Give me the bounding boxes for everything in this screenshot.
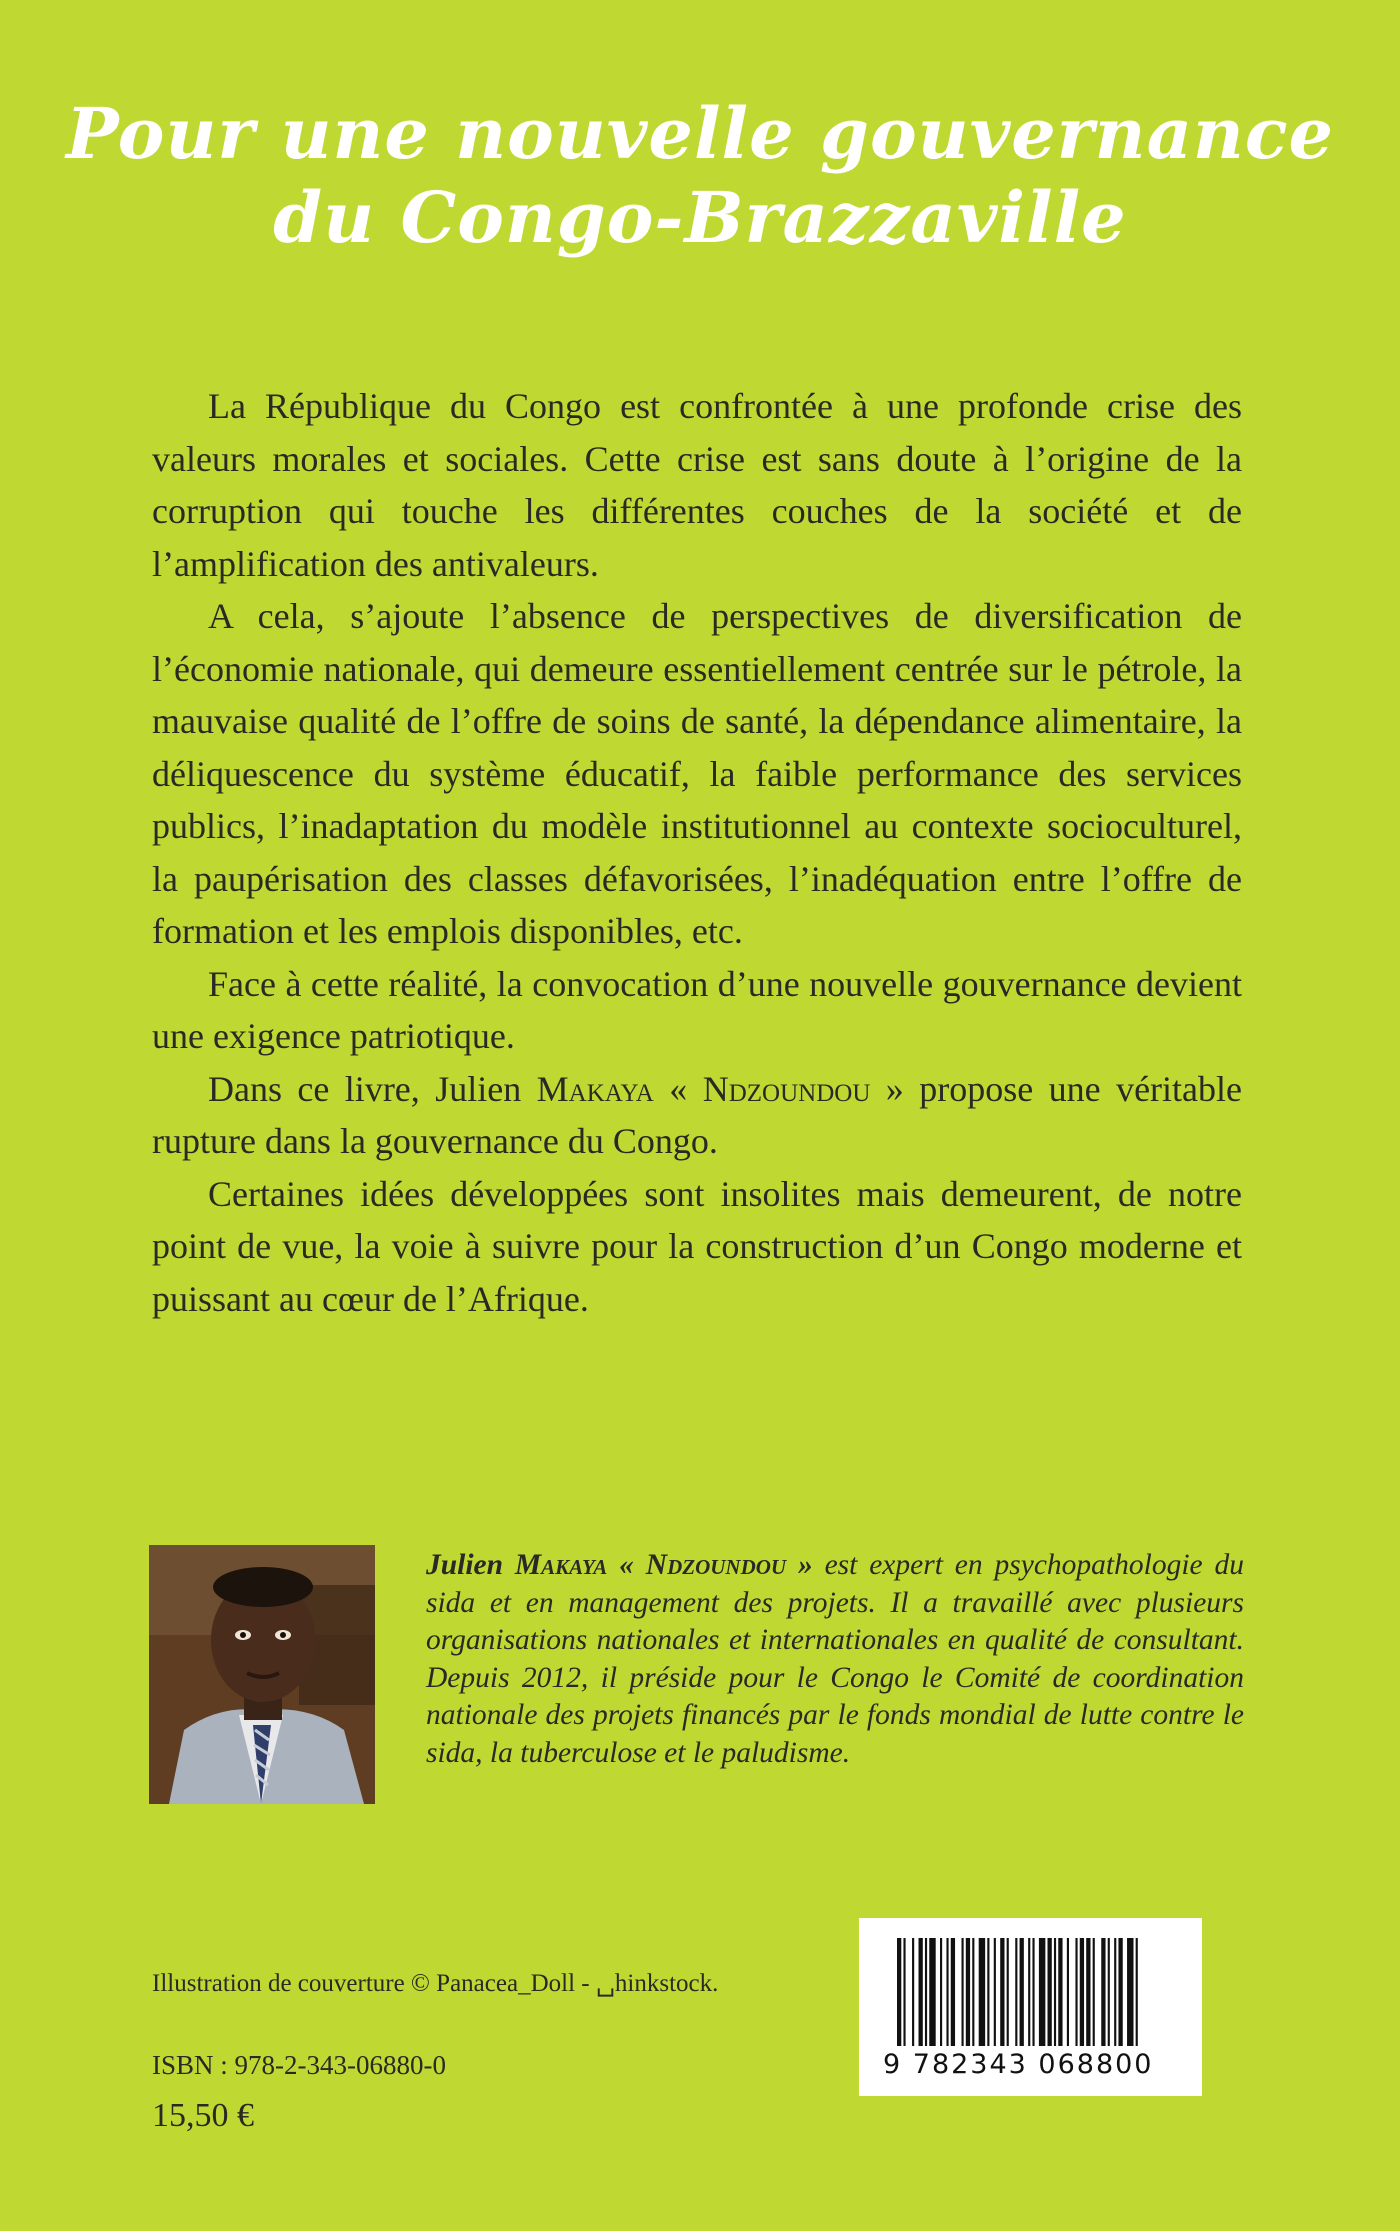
- bio-text: est expert en psychopathologie du sida et en management des projets. Il a travaillé avec plusieurs organisations nationales et internationales en qualité de consultant. Depuis 2012, il préside pour le Congo le Comité de coordination nationale des projets financés par le fonds mondial de lutte contre le sida, la tuberculose et le paludisme.: [426, 1549, 1244, 1769]
- bio-author-surname: Makaya « Ndzoundou »: [514, 1549, 813, 1581]
- bio-author-first-name: Julien: [426, 1549, 515, 1581]
- barcode-bar: [987, 1938, 989, 2046]
- barcode-bar: [1020, 1938, 1024, 2046]
- book-title-line-2: du Congo-Brazzaville: [273, 176, 1127, 259]
- barcode-bar: [1067, 1938, 1069, 2046]
- barcode-bar: [1080, 1938, 1084, 2046]
- price: 15,50 €: [152, 2097, 254, 2134]
- barcode-bar: [912, 1938, 914, 2046]
- barcode-bar: [1108, 1938, 1110, 2046]
- barcode-bar: [1101, 1938, 1105, 2046]
- barcode-bar: [1058, 1938, 1062, 2046]
- barcode-digits: 9 782343 068800: [883, 2049, 1154, 2080]
- barcode-bar: [1118, 1938, 1122, 2046]
- blurb-author-name: Makaya « Ndzoundou »: [536, 1068, 904, 1109]
- book-title: [0, 92, 1400, 260]
- blurb: [152, 380, 1242, 1325]
- author-bio: [426, 1547, 1244, 1772]
- barcode-bar: [1028, 1938, 1030, 2046]
- barcode-bar: [946, 1938, 948, 2046]
- blurb-p4-after: propose une véritable rupture dans la gouvernance du Congo.: [152, 1068, 1242, 1161]
- barcode-bar: [1000, 1938, 1004, 2046]
- barcode-bar: [1048, 1938, 1052, 2046]
- barcode-bar: [940, 1938, 942, 2046]
- barcode-bar: [1015, 1938, 1017, 2046]
- barcode-bar: [925, 1938, 927, 2046]
- barcode: [859, 1918, 1202, 2096]
- barcode-bar: [979, 1938, 985, 2046]
- barcode-bar: [994, 1938, 996, 2046]
- barcode-bar: [966, 1938, 970, 2046]
- author-portrait-icon: [149, 1545, 375, 1804]
- blurb-paragraph-5: Certaines idées développées sont insolites mais demeurent, de notre point de vue, la voie à suivre pour la construction d’un Congo moderne et puissant au cœur de l’Afrique.: [152, 1173, 1242, 1319]
- cover-illustration-credit: Illustration de couverture © Panacea_Doll - ␣hinkstock.: [152, 1970, 719, 1997]
- barcode-bar: [1032, 1938, 1034, 2046]
- blurb-p4-before: Dans ce livre, Julien: [208, 1068, 537, 1109]
- barcode-bar: [1075, 1938, 1077, 2046]
- blurb-paragraph-2: A cela, s’ajoute l’absence de perspectives de diversification de l’économie nationale, qui demeure essentiellement centrée sur le pétrole, la mauvaise qualité de l’offre de soins de santé, la dépendance alimentaire, la déliquescence du système éducatif, la faible performance des services publics, l’inadaptation du modèle institutionnel au contexte socioculturel, la paupérisation des classes défavorisées, l’inadéquation entre l’offre de formation et les emplois disponibles, etc.: [152, 596, 1242, 951]
- barcode-bar: [972, 1938, 974, 2046]
- isbn: ISBN : 978-2-343-06880-0: [152, 2050, 446, 2080]
- book-title-line-1: Pour une nouvelle gouvernance: [66, 92, 1334, 175]
- barcode-bar: [929, 1938, 935, 2046]
- blurb-paragraph-1: La République du Congo est confrontée à une profonde crise des valeurs morales et sociales. Cette crise est sans doute à l’origine de la corruption qui touche les différentes couches de la société et de l’amplification des antivaleurs.: [152, 386, 1242, 584]
- barcode-bar: [962, 1938, 964, 2046]
- barcode-bar: [1086, 1938, 1090, 2046]
- barcode-bar: [1054, 1938, 1056, 2046]
- barcode-bar: [919, 1938, 923, 2046]
- barcode-bar: [951, 1938, 955, 2046]
- barcode-bar: [1114, 1938, 1116, 2046]
- barcode-bar: [897, 1938, 901, 2046]
- barcode-bar: [1093, 1938, 1095, 2046]
- blurb-paragraph-3: Face à cette réalité, la convocation d’une nouvelle gouvernance devient une exigence patriotique.: [152, 963, 1242, 1056]
- barcode-bar: [1136, 1938, 1138, 2046]
- barcode-bar: [1039, 1938, 1045, 2046]
- blurb-paragraph-4: [152, 1063, 1242, 1168]
- author-photo: [149, 1545, 375, 1804]
- barcode-bar: [1007, 1938, 1009, 2046]
- barcode-bar: [903, 1938, 905, 2046]
- barcode-bar: [1127, 1938, 1133, 2046]
